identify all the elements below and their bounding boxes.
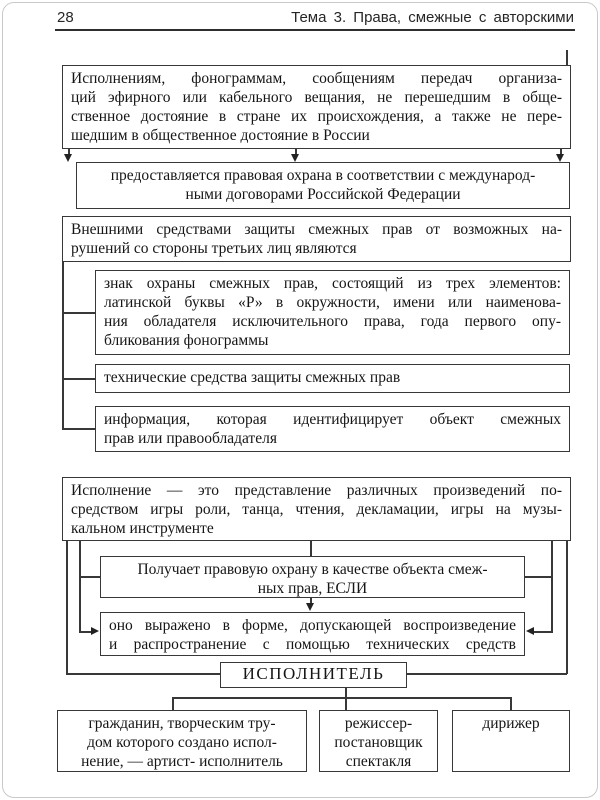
header-rule <box>55 29 575 31</box>
connector-line <box>534 631 552 633</box>
arrow-down-icon <box>306 603 314 611</box>
page-number: 28 <box>57 9 74 26</box>
connector-line <box>510 697 512 710</box>
connector-line <box>525 576 552 578</box>
connector-line <box>62 312 95 314</box>
connector-line <box>172 697 174 710</box>
box-conductor: дирижер <box>452 710 570 772</box>
connector-line <box>566 541 568 674</box>
box-stage-director: режиссер- постановщик спектакля <box>319 710 438 772</box>
arrow-right-icon <box>91 627 99 635</box>
arrow-down-icon <box>64 154 72 162</box>
box-condition: оно выражено в форме, допускающей воспроизведение и распространение с помощью технических средств <box>100 612 525 656</box>
connector-line <box>66 541 68 674</box>
connector-line <box>172 697 511 699</box>
connector-line <box>66 673 220 675</box>
connector-line <box>79 576 100 578</box>
box-protected-objects: Исполнениям, фонограммам, сообщениям передач организа- ций эфирного или кабельного вещания, не перешедшим в обще- ственное достояние в стране их происхождения, а также не пере- шедшим в общественное достояние в России <box>62 65 571 149</box>
connector-line <box>310 541 312 556</box>
performer-label: ИСПОЛНИТЕЛЬ <box>242 664 385 683</box>
running-header-title: Тема 3. Права, смежные с авторскими <box>291 9 574 26</box>
box-legal-protection: предоставляется правовая охрана в соответствии с международ- ными договорами Российской Федерации <box>76 162 570 209</box>
connector-line <box>62 262 64 429</box>
box-technical-means: технические средства защиты смежных прав <box>95 364 570 393</box>
arrow-down-icon <box>556 154 564 162</box>
connector-line <box>62 428 95 430</box>
box-protection-sign: знак охраны смежных прав, состоящий из трех элементов: латинской буквы «Р» в окружности, имени или наименова- ния обладателя исключительного права, года первого опу- бликования фонограммы <box>95 270 570 355</box>
connector-line <box>566 50 568 66</box>
arrow-left-icon <box>526 627 534 635</box>
connector-line <box>62 378 95 380</box>
connector-line <box>345 688 347 710</box>
connector-line <box>407 673 567 675</box>
box-external-means: Внешними средствами защиты смежных прав от возможных на- рушений со стороны третьих лиц являются <box>62 216 571 262</box>
connector-line <box>551 541 553 633</box>
box-identifying-info: информация, которая идентифицирует объект смежных прав или правообладателя <box>95 406 570 452</box>
box-artist-performer: гражданин, творческим тру- дом которого создано испол- нение, — артист- исполнитель <box>57 710 307 772</box>
box-performance-definition: Исполнение — это представление различных произведений по- средством игры роли, танца, чтения, декламации, игры на музы- кальном инструменте <box>62 477 571 541</box>
box-condition-header: Получает правовую охрану в качестве объекта смеж- ных прав, ЕСЛИ <box>100 556 525 598</box>
arrow-down-icon <box>291 154 299 162</box>
connector-line <box>79 541 81 633</box>
box-performer <box>220 662 407 688</box>
